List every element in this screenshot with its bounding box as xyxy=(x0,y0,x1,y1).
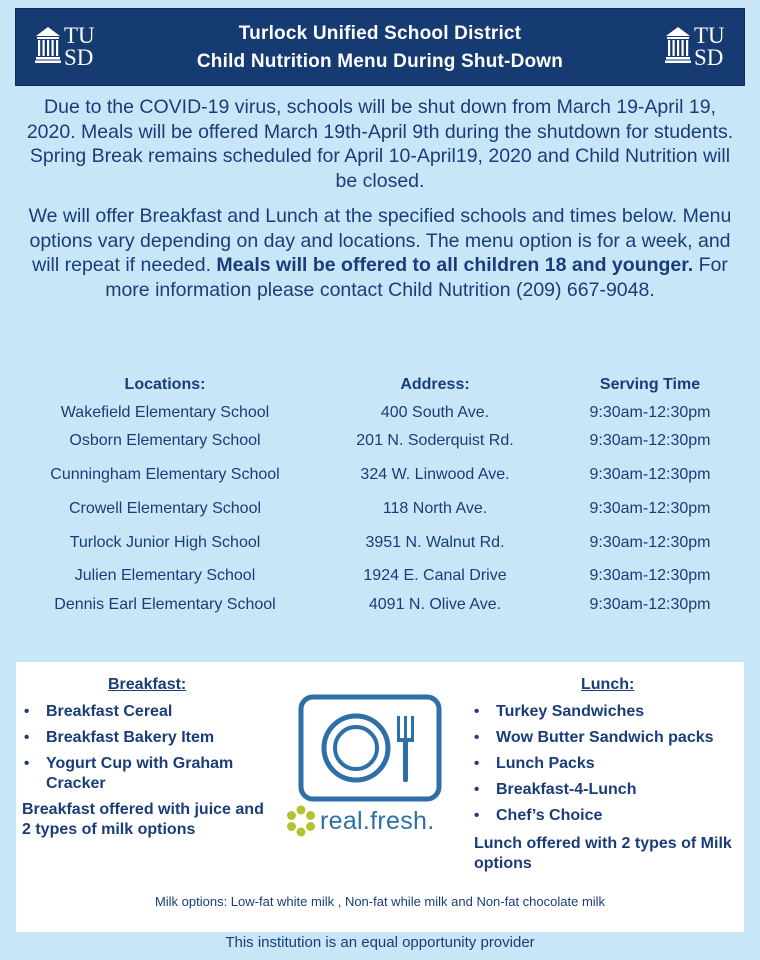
intro-paragraph-2 xyxy=(20,204,740,302)
header-title-line2: Child Nutrition Menu During Shut-Down xyxy=(196,51,564,72)
header-banner xyxy=(15,8,745,86)
serving-time: 9:30am-12:30pm xyxy=(589,534,711,551)
location-address: 201 N. Soderquist Rd. xyxy=(356,432,514,449)
logo-text-top: TU xyxy=(64,23,95,48)
school-building-icon xyxy=(664,25,692,65)
table-row xyxy=(0,432,760,454)
column-header-address: Address: xyxy=(400,376,470,393)
table-row xyxy=(0,466,760,488)
tusd-logo-right xyxy=(664,23,734,73)
column-header-locations: Locations: xyxy=(124,376,206,393)
flower-icon xyxy=(284,804,318,838)
serving-time: 9:30am-12:30pm xyxy=(589,432,711,449)
list-item: • Breakfast Cereal xyxy=(22,702,272,722)
logo-text-bottom: SD xyxy=(64,45,94,70)
serving-time: 9:30am-12:30pm xyxy=(589,596,711,613)
list-item: • Lunch Packs xyxy=(472,754,744,774)
location-name: Dennis Earl Elementary School xyxy=(54,596,276,613)
serving-time: 9:30am-12:30pm xyxy=(589,404,711,421)
list-item: • Breakfast-4-Lunch xyxy=(472,780,744,800)
list-item: • Chef’s Choice xyxy=(472,806,744,826)
location-name: Osborn Elementary School xyxy=(69,432,261,449)
location-name: Turlock Junior High School xyxy=(69,534,261,551)
menu-panel xyxy=(16,662,744,932)
lunch-title: Lunch: xyxy=(581,676,635,693)
breakfast-list xyxy=(22,702,272,800)
table-row xyxy=(0,404,760,426)
location-address: 3951 N. Walnut Rd. xyxy=(365,534,505,551)
location-address: 4091 N. Olive Ave. xyxy=(368,596,502,613)
table-row xyxy=(0,534,760,556)
column-header-serving-time: Serving Time xyxy=(599,376,701,393)
list-item: • Yogurt Cup with Graham Cracker xyxy=(22,754,272,794)
plate-utensils-icon xyxy=(298,694,442,802)
location-address: 118 North Ave. xyxy=(382,500,488,517)
location-name: Crowell Elementary School xyxy=(68,500,262,517)
list-item: • Breakfast Bakery Item xyxy=(22,728,272,748)
list-item: • Turkey Sandwiches xyxy=(472,702,744,722)
intro-paragraph-2-bold: Meals will be offered to all children 18 and younger. xyxy=(216,254,694,276)
lunch-list xyxy=(472,702,744,832)
location-name: Cunningham Elementary School xyxy=(50,466,280,483)
header-title-line1: Turlock Unified School District xyxy=(238,23,522,44)
intro-paragraph-1: Due to the COVID-19 virus, schools will be shut down from March 19-April 19, 2020. Meals will be offered March 19th-April 9th during the shutdown for students. Spring Break remains scheduled for April 10-April19, 2020 and Child Nutrition will be closed. xyxy=(26,96,734,192)
breakfast-title: Breakfast: xyxy=(108,676,187,693)
footer-statement: This institution is an equal opportunity provider xyxy=(225,934,535,951)
table-row xyxy=(0,500,760,522)
location-address: 324 W. Linwood Ave. xyxy=(360,466,510,483)
table-row xyxy=(0,596,760,618)
serving-time: 9:30am-12:30pm xyxy=(589,567,711,584)
table-row xyxy=(0,567,760,589)
location-address: 1924 E. Canal Drive xyxy=(363,567,507,584)
serving-time: 9:30am-12:30pm xyxy=(589,500,711,517)
breakfast-note: Breakfast offered with juice and 2 types of milk options xyxy=(22,801,264,838)
location-name: Julien Elementary School xyxy=(74,567,256,584)
logo-text-bottom: SD xyxy=(694,45,724,70)
logo-text-top: TU xyxy=(694,23,725,48)
list-item: • Wow Butter Sandwich packs xyxy=(472,728,744,748)
intro-paragraph-2-end: For more information please contact Child Nutrition (209) 667-9048. xyxy=(105,254,728,301)
location-address: 400 South Ave. xyxy=(380,404,490,421)
intro-paragraph-2-start: We will offer Breakfast and Lunch at the specified schools and times below. Menu options vary depending on day and locations. The menu option is for a week, and will repeat if needed. xyxy=(28,205,732,276)
location-name: Wakefield Elementary School xyxy=(60,404,270,421)
lunch-note: Lunch offered with 2 types of Milk options xyxy=(474,835,732,872)
brand-text: real.fresh. xyxy=(320,807,435,835)
serving-time: 9:30am-12:30pm xyxy=(589,466,711,483)
milk-options: Milk options: Low-fat white milk , Non-fat while milk and Non-fat chocolate milk xyxy=(154,894,606,909)
